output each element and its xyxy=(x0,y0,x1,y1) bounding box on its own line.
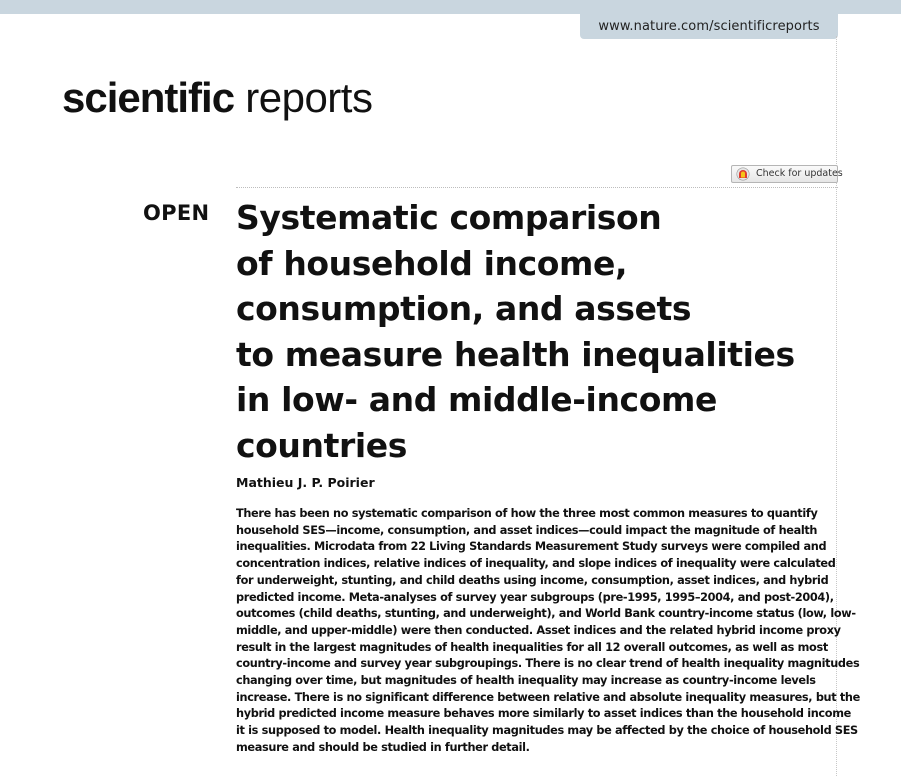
abstract-line: changing over time, but magnitudes of health inequality may increase as country-income levels xyxy=(236,674,816,688)
abstract-line: predicted income. Meta-analyses of survey year subgroups (pre-1995, 1995–2004, and post-2004), xyxy=(236,590,834,604)
check-for-updates-icon xyxy=(736,167,750,181)
abstract-line: concentration indices, relative indices of inequality, and slope indices of inequality were calculated xyxy=(236,557,836,571)
abstract-line: increase. There is no significant difference between relative and absolute inequality measures, but the xyxy=(236,690,860,704)
journal-url[interactable]: www.nature.com/scientificreports xyxy=(580,14,838,39)
abstract-line: hybrid predicted income measure behaves more similarly to asset indices than the household income xyxy=(236,707,851,721)
article-abstract xyxy=(236,506,860,757)
abstract-line: country-income and survey year subgroupings. There is no clear trend of health inequality magnitudes xyxy=(236,657,860,671)
abstract-line: result in the largest magnitudes of health inequalities for all 12 overall outcomes, as well as most xyxy=(236,640,828,654)
journal-logo-bold: scientific xyxy=(62,74,235,121)
abstract-line: it is supposed to model. Health inequality magnitudes may be affected by the choice of household SES xyxy=(236,724,858,738)
check-for-updates-button[interactable] xyxy=(731,165,843,183)
article-author[interactable]: Mathieu J. P. Poirier xyxy=(236,475,375,490)
abstract-line: for underweight, stunting, and child deaths using income, consumption, asset indices, and hybrid xyxy=(236,573,829,587)
abstract-line: measure and should be studied in further detail. xyxy=(236,740,530,754)
abstract-line: middle, and upper-middle) were then conducted. Asset indices and the related hybrid income proxy xyxy=(236,623,841,637)
abstract-line: household SES—income, consumption, and asset indices—could impact the magnitude of health xyxy=(236,523,818,537)
abstract-line: inequalities. Microdata from 22 Living Standards Measurement Study surveys were compiled and xyxy=(236,540,827,554)
open-access-label: OPEN xyxy=(143,201,210,225)
abstract-line: outcomes (child deaths, stunting, and underweight), and World Bank country-income status (low, low- xyxy=(236,607,856,621)
article-title: Systematic comparison of household income, consumption, and assets to measure health inequalities in low- and middle-income countries xyxy=(236,198,795,465)
journal-logo xyxy=(62,72,372,124)
top-banner-strip xyxy=(0,0,901,14)
header-divider xyxy=(236,187,838,188)
abstract-line: There has been no systematic comparison of how the three most common measures to quantify xyxy=(236,507,818,520)
journal-logo-light: reports xyxy=(245,74,373,121)
check-for-updates-label: Check for updates xyxy=(756,168,843,179)
